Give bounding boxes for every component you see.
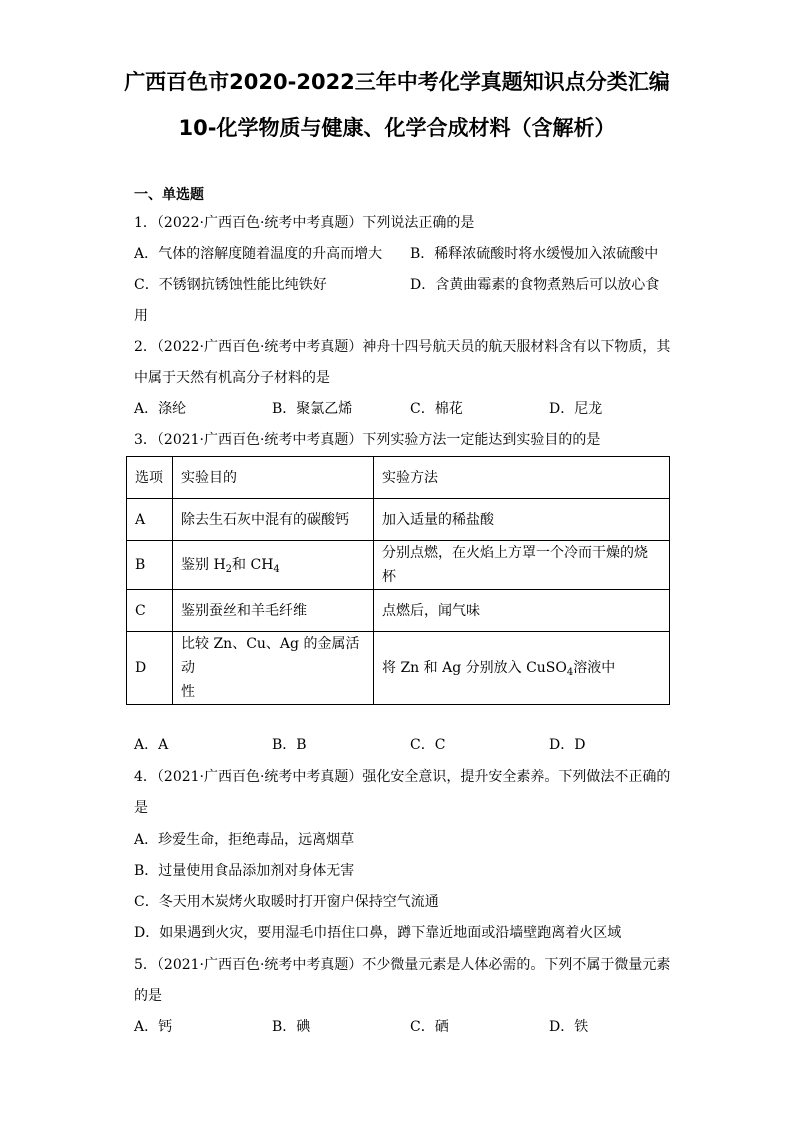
q1-option-a: A．气体的溶解度随着温度的升高而增大 bbox=[134, 246, 383, 262]
purpose-text: 鉴别 H bbox=[181, 557, 226, 573]
method-text: 溶液中 bbox=[573, 660, 616, 676]
row-option: A bbox=[127, 499, 173, 541]
row-method: 分别点燃，在火焰上方罩一个冷而干燥的烧杯 bbox=[374, 541, 670, 590]
table-row bbox=[127, 541, 670, 590]
row-purpose bbox=[173, 541, 374, 590]
table-row bbox=[127, 499, 670, 541]
q5-option-a: A．钙 bbox=[134, 1019, 173, 1035]
q5-stem-line1: 5．（2021·广西百色·统考中考真题）不少微量元素是人体必需的。下列不属于微量元素 bbox=[134, 957, 671, 973]
purpose-text: 和 CH bbox=[232, 557, 274, 573]
purpose-line: 性 bbox=[181, 684, 195, 700]
q4-option-c: C．冬天用木炭烤火取暖时打开窗户保持空气流通 bbox=[134, 894, 439, 910]
document-title-line2: 10-化学物质与健康、化学合成材料（含解析） bbox=[178, 116, 616, 140]
q3-option-b: B．B bbox=[272, 737, 307, 753]
row-method bbox=[374, 632, 670, 705]
table-row bbox=[127, 590, 670, 632]
q2-option-b: B．聚氯乙烯 bbox=[272, 401, 353, 417]
method-text: 将 Zn 和 Ag 分别放入 CuSO bbox=[382, 660, 567, 676]
section-heading: 一、单选题 bbox=[134, 187, 204, 203]
q4-option-b: B．过量使用食品添加剂对身体无害 bbox=[134, 863, 355, 879]
q2-stem-line2: 中属于天然有机高分子材料的是 bbox=[134, 370, 330, 386]
q5-option-d: D．铁 bbox=[549, 1019, 589, 1035]
q4-option-a: A．珍爱生命，拒绝毒品，远离烟草 bbox=[134, 832, 355, 848]
q1-option-d: D．含黄曲霉素的食物煮熟后可以放心食 bbox=[410, 277, 660, 293]
q2-option-a: A．涤纶 bbox=[134, 401, 187, 417]
subscript: 4 bbox=[566, 667, 574, 678]
q2-option-c: C．棉花 bbox=[410, 401, 463, 417]
q1-option-c: C．不锈钢抗锈蚀性能比纯铁好 bbox=[134, 277, 327, 293]
row-option: D bbox=[127, 632, 173, 705]
row-option: B bbox=[127, 541, 173, 590]
purpose-line: 比较 Zn、Cu、Ag 的金属活动 bbox=[181, 636, 360, 676]
row-method: 加入适量的稀盐酸 bbox=[374, 499, 670, 541]
q3-option-c: C．C bbox=[410, 737, 446, 753]
q1-stem: 1．（2022·广西百色·统考中考真题）下列说法正确的是 bbox=[134, 215, 475, 231]
header-purpose: 实验目的 bbox=[173, 457, 374, 499]
subscript: 4 bbox=[273, 564, 280, 575]
q3-stem: 3．（2021·广西百色·统考中考真题）下列实验方法一定能达到实验目的的是 bbox=[134, 432, 601, 448]
q1-option-b: B．稀释浓硫酸时将水缓慢加入浓硫酸中 bbox=[410, 246, 659, 262]
q4-option-d: D．如果遇到火灾，要用湿毛巾捂住口鼻，蹲下靠近地面或沿墙壁跑离着火区域 bbox=[134, 925, 622, 941]
row-method: 点燃后，闻气味 bbox=[374, 590, 670, 632]
document-title-line1: 广西百色市2020-2022三年中考化学真题知识点分类汇编 bbox=[124, 70, 670, 94]
q3-option-a: A．A bbox=[134, 737, 169, 753]
q5-option-c: C．硒 bbox=[410, 1019, 449, 1035]
q3-experiment-table bbox=[126, 456, 670, 705]
subscript: 2 bbox=[225, 564, 233, 575]
q3-option-d: D．D bbox=[549, 737, 586, 753]
q2-option-d: D．尼龙 bbox=[549, 401, 603, 417]
q1-option-d-continued: 用 bbox=[134, 308, 148, 324]
q5-option-b: B．碘 bbox=[272, 1019, 311, 1035]
header-option: 选项 bbox=[127, 457, 173, 499]
q5-stem-line2: 的是 bbox=[134, 988, 162, 1004]
row-option: C bbox=[127, 590, 173, 632]
row-purpose: 除去生石灰中混有的碳酸钙 bbox=[173, 499, 374, 541]
row-purpose: 鉴别蚕丝和羊毛纤维 bbox=[173, 590, 374, 632]
header-method: 实验方法 bbox=[374, 457, 670, 499]
table-row bbox=[127, 632, 670, 705]
q4-stem-line2: 是 bbox=[134, 800, 148, 816]
row-purpose bbox=[173, 632, 374, 705]
q2-stem-line1: 2．（2022·广西百色·统考中考真题）神舟十四号航天员的航天服材料含有以下物质，其 bbox=[134, 339, 671, 355]
table-header-row bbox=[127, 457, 670, 499]
q4-stem-line1: 4．（2021·广西百色·统考中考真题）强化安全意识，提升安全素养。下列做法不正确的 bbox=[134, 769, 671, 785]
